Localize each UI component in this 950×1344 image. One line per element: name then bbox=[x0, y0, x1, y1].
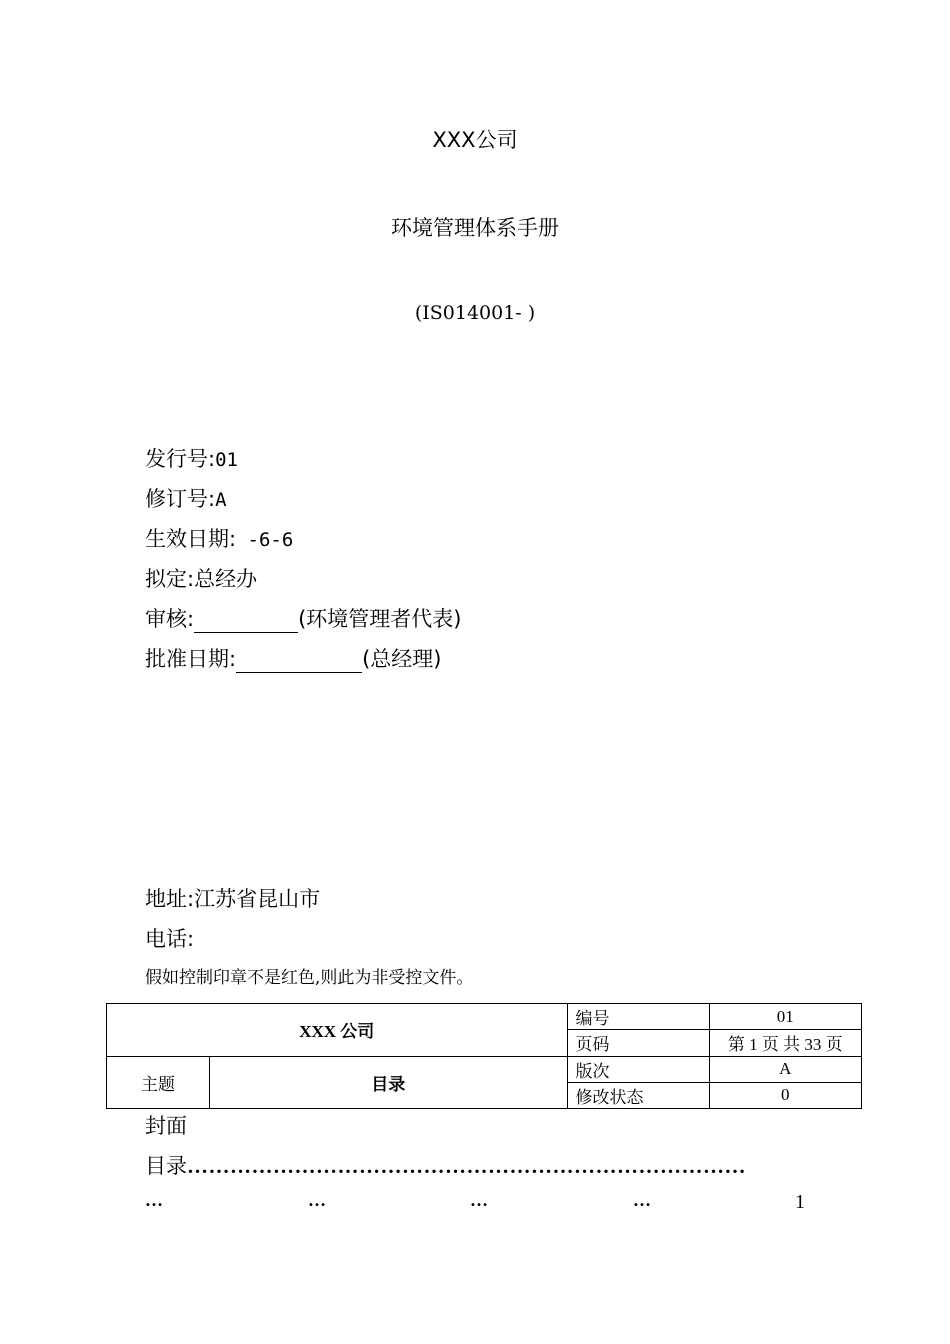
manual-title: 环境管理体系手册 bbox=[391, 216, 559, 240]
effective-date-line bbox=[145, 523, 293, 553]
header-row-label: 修改状态 bbox=[567, 1082, 709, 1108]
approve-label: 批准日期: bbox=[145, 647, 237, 671]
review-label: 审核: bbox=[145, 607, 195, 631]
approve-suffix: (总经理) bbox=[362, 647, 442, 671]
toc-cover-entry: 封面 bbox=[145, 1114, 187, 1138]
issue-number-value: 01 bbox=[215, 449, 238, 471]
drafted-by-value: 总经办 bbox=[194, 567, 258, 591]
address-value: 江苏省昆山市 bbox=[194, 887, 321, 911]
revision-number-label: 修订号: bbox=[145, 487, 216, 511]
toc-page-number: 1 bbox=[795, 1191, 805, 1213]
issue-number-line bbox=[145, 443, 238, 473]
approve-signature-blank bbox=[236, 650, 362, 673]
address-line bbox=[145, 883, 320, 913]
toc-contents-label: 目录 bbox=[145, 1154, 187, 1178]
phone-line bbox=[145, 923, 194, 953]
revision-number-line bbox=[145, 483, 227, 513]
header-row-label: 版次 bbox=[567, 1056, 709, 1082]
revision-number-value: A bbox=[215, 489, 227, 511]
address-label: 地址: bbox=[145, 887, 195, 911]
review-suffix: (环境管理者代表) bbox=[298, 607, 462, 631]
header-row-label: 编号 bbox=[567, 1004, 709, 1030]
toc-leader-dots: …………………………………………………………………… bbox=[187, 1154, 746, 1178]
issue-number-label: 发行号: bbox=[145, 447, 216, 471]
standard-code: (IS014001- ) bbox=[414, 302, 536, 324]
header-company: XXX 公司 bbox=[107, 1004, 568, 1057]
toc-dot-cell: … bbox=[633, 1190, 651, 1210]
toc-dot-cell: … bbox=[308, 1190, 326, 1210]
toc-contents-entry bbox=[145, 1150, 746, 1180]
header-row-label: 页码 bbox=[567, 1030, 709, 1056]
header-row-value: 0 bbox=[709, 1082, 861, 1108]
toc-dot-cell: … bbox=[470, 1190, 488, 1210]
header-row-value: A bbox=[709, 1056, 861, 1082]
toc-dot-cell: … bbox=[145, 1190, 163, 1210]
document-header-table bbox=[106, 1003, 862, 1109]
header-subject-label: 主题 bbox=[107, 1056, 210, 1109]
phone-label: 电话: bbox=[145, 927, 195, 951]
review-line bbox=[145, 603, 461, 633]
header-subject-value: 目录 bbox=[210, 1056, 568, 1109]
drafted-by-label: 拟定: bbox=[145, 567, 195, 591]
effective-date-value: -6-6 bbox=[236, 529, 294, 551]
review-signature-blank bbox=[194, 610, 298, 633]
approve-line bbox=[145, 643, 441, 673]
drafted-by-line bbox=[145, 563, 257, 593]
header-row-value: 第 1 页 共 33 页 bbox=[709, 1030, 861, 1056]
control-note: 假如控制印章不是红色,则此为非受控文件。 bbox=[145, 968, 474, 988]
company-title: XXX公司 bbox=[432, 128, 518, 152]
header-row-value: 01 bbox=[709, 1004, 861, 1030]
effective-date-label: 生效日期: bbox=[145, 527, 237, 551]
